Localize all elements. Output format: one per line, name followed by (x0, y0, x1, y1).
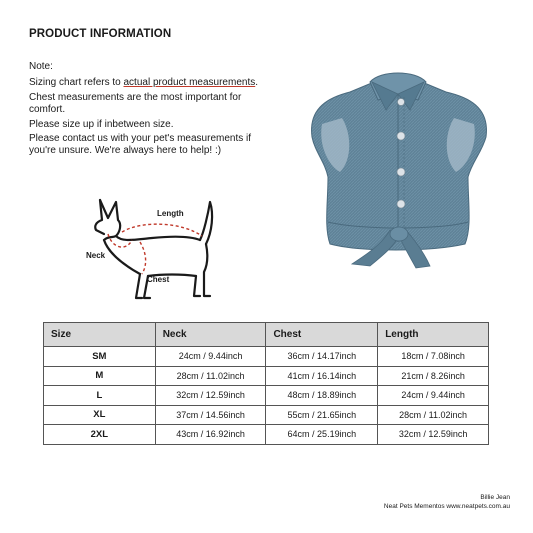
length-label: Length (157, 209, 184, 218)
chest-cell: 55cm / 21.65inch (266, 405, 378, 425)
chest-cell: 64cm / 25.19inch (266, 425, 378, 445)
page-title: PRODUCT INFORMATION (29, 28, 172, 40)
denim-shirt-image (300, 52, 496, 272)
length-cell: 18cm / 7.08inch (378, 347, 489, 367)
size-cell: M (44, 366, 156, 386)
size-cell: 2XL (44, 425, 156, 445)
header-length: Length (378, 323, 489, 347)
note-line-1 (29, 77, 279, 89)
table-row (44, 386, 489, 406)
neck-cell: 32cm / 12.59inch (155, 386, 266, 406)
note-block (29, 61, 279, 160)
table-row (44, 366, 489, 386)
footer-product-name: Billie Jean (480, 494, 510, 501)
length-cell: 32cm / 12.59inch (378, 425, 489, 445)
chest-label: Chest (147, 275, 170, 284)
footer-brand[interactable]: Neat Pets Mementos www.neatpets.com.au (383, 503, 510, 510)
chest-cell: 48cm / 18.89inch (266, 386, 378, 406)
size-cell: L (44, 386, 156, 406)
note-line-1-suffix: . (255, 77, 258, 89)
length-cell: 24cm / 9.44inch (378, 386, 489, 406)
length-cell: 28cm / 11.02inch (378, 405, 489, 425)
footer (384, 493, 510, 511)
table-row (44, 347, 489, 367)
note-label: Note: (29, 61, 53, 72)
table-row (44, 425, 489, 445)
neck-cell: 28cm / 11.02inch (155, 366, 266, 386)
header-size: Size (44, 323, 156, 347)
chest-cell: 36cm / 14.17inch (266, 347, 378, 367)
neck-cell: 37cm / 14.56inch (155, 405, 266, 425)
table-row (44, 405, 489, 425)
length-cell: 21cm / 8.26inch (378, 366, 489, 386)
size-cell: SM (44, 347, 156, 367)
neck-cell: 43cm / 16.92inch (155, 425, 266, 445)
note-line-2: Chest measurements are the most important for comfort. (29, 91, 242, 116)
chest-cell: 41cm / 16.14inch (266, 366, 378, 386)
note-line-1-prefix: Sizing chart refers to (29, 77, 124, 89)
table-header-row (44, 323, 489, 347)
note-line-3: Please size up if inbetween size. (29, 118, 174, 130)
header-chest: Chest (266, 323, 378, 347)
actual-measurements-link[interactable]: actual product measurements (123, 77, 256, 89)
neck-cell: 24cm / 9.44inch (155, 347, 266, 367)
neck-label: Neck (86, 251, 106, 260)
header-neck: Neck (155, 323, 266, 347)
size-chart-table (43, 322, 489, 445)
note-line-4: Please contact us with your pet's measurements if you're unsure. We're always here to help! :) (29, 133, 252, 157)
size-cell: XL (44, 405, 156, 425)
